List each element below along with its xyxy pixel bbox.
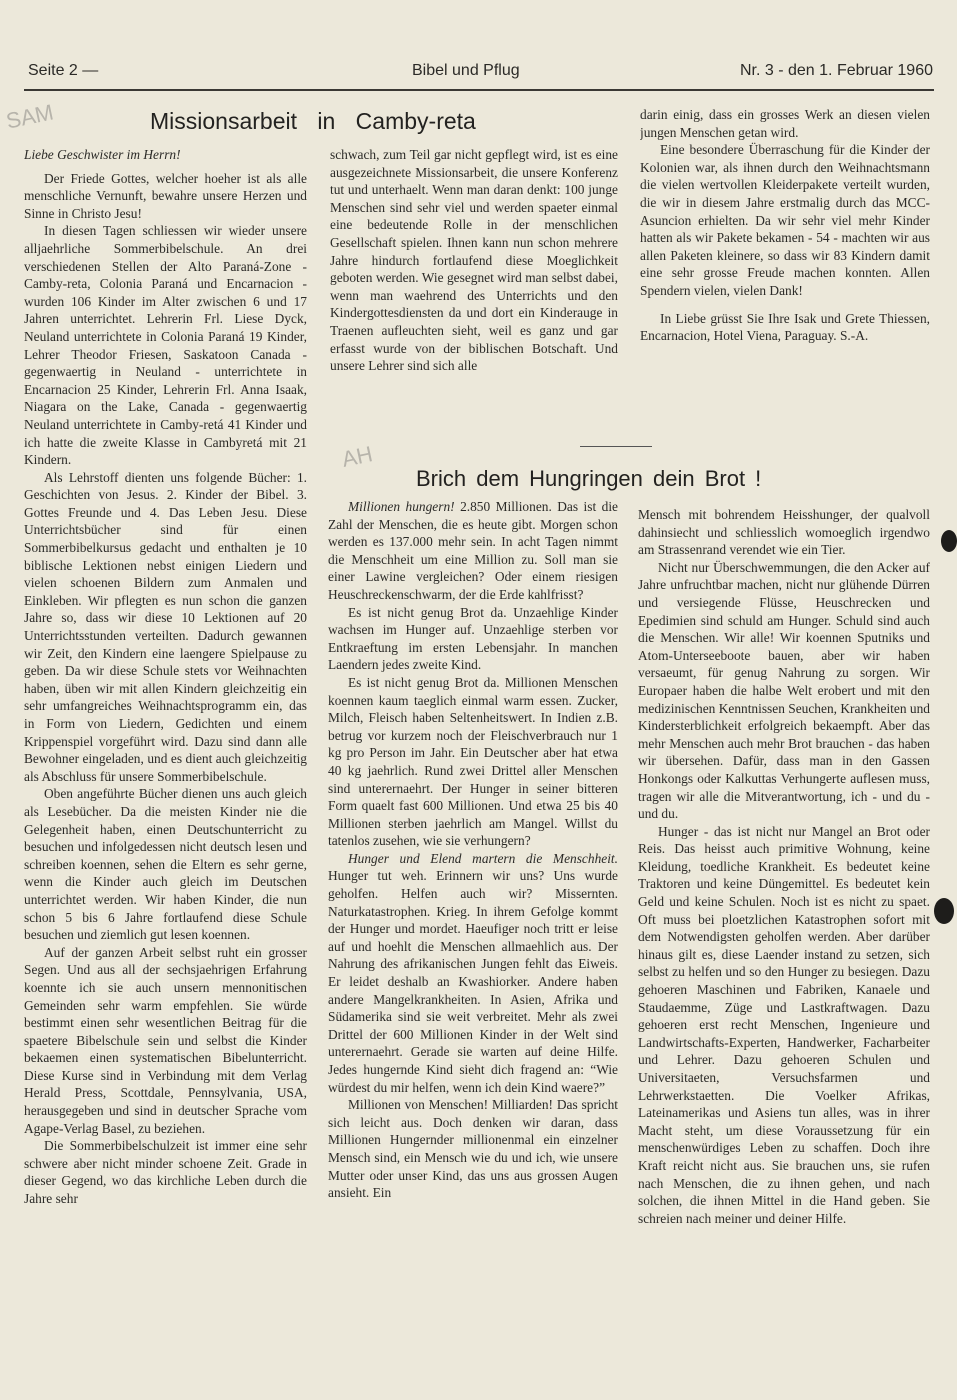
paragraph: Als Lehrstoff dienten uns folgende Bücher: 1. Geschichten von Jesus. 2. Kinder der Bibel. 3. Gottes Freunde und 4. Das Leben Jesu. Diese Unterrichtsbücher sind für einen Sommerbibelkursus gedacht und enthalten je 10 biblische Lektionen nebst einigen Liedern und vielen schoenen Bildern zum Anmalen und Einkleben. Wir pflegten es nun schon die ganzen Jahre so, dass wir diese 10 Lektionen auf 20 Unterrichtsstunden verteilten. Dadurch gewannen wir Zeit, den Kindern eine laengere Spielpause zu geben. Da wir diese Schule stets vor Weihnachten haben, üben wir mit allen Kindern gleichzeitig ein sehr umfangreiches Weihnachtsprogramm ein, das in Form von Liedern, Gedichten und einem Krippenspiel vorgeführt wird. Dazu sind dann alle Bewohner eingeladen, und es dient auch gleichzeitig als Abschluss für unsere Sommerbibelschule. — [24, 469, 307, 784]
binder-hole — [941, 530, 957, 552]
article1-column-3 — [640, 106, 930, 436]
paragraph: Eine besondere Überraschung für die Kinder der Kolonien war, als ihnen durch den Weihnachtsmann die vielen wertvollen Kleiderpakete verteilt wurden, die wir in diesem Jahre erstmalig durch das MCC-Asuncion erhielten. Da wir sehr viel mehr Kinder hatten als wir Pakete bekamen - 54 - machten wir aus allen Paketen kleinere, so dass wir 83 Kindern damit eine sehr grosse Freude machen konnten. Allen Spendern vielen, vielen Dank! — [640, 142, 930, 298]
article1-column-2 — [330, 146, 618, 432]
paragraph — [328, 850, 618, 1096]
paragraph-rest: 2.850 Millionen. Das ist die Zahl der Menschen, die es heute gibt. Morgen schon werden es 137.000 mehr sein. In acht Tagen nimmt die Menschheit um eine Million zu. Soll man sie einer Lawine vergleichen? Oder einem riesigen Heuschreckenschwarm, der die Erde kahlfrisst? — [328, 499, 618, 602]
paragraph: darin einig, dass ein grosses Werk an diesen vielen jungen Menschen getan wird. — [640, 107, 930, 140]
paragraph-rest: Hunger tut weh. Erinnern wir uns? Uns wurde geholfen. Helfen auch wir? Missernten. Naturkatastrophen. Krieg. In ihrem Gefolge kommt der Hunger und mordet. Haeufiger noch tritt er leise auf und hoehlt die Menschen allmaehlich aus. Der Nahrung des afrikanischen Jungen fehlt das Eiweis. Er leidet deshalb an Kwashiorker. Andere haben andere Mangelkrankheiten. In Asien, Afrika und Südamerika sind sie weit verbreitet. Mehr als zwei Drittel der 600 Millionen Kinder in der Welt sind unterernaehrt. Gerade sie warten auf deine Hilfe. Jedes hungernde Kind sieht dich fragend an: “Wie würdest du mir helfen, wenn ich dein Kind waere?” — [328, 868, 618, 1095]
article-divider — [580, 446, 652, 447]
paragraph: Nicht nur Überschwemmungen, die den Acker auf Jahre unfruchtbar machen, nicht nur glühende Dürren und versiegende Flüsse, Heuschrecken und Epedimien sind schuld am Hunger. Schuld sind auch die Menschen. Wir alle! Wir koennen Sputniks und Atom-Unterseeboote bauen, aber wir haben versaeumt, für genug Nahrung zu sorgen. Wir Europaer haben die halbe Welt erobert und mit den medizinischen Kenntnissen Seuchen, Krankheiten und Kindersterblichkeit erfolgreich bekaempft. Aber das mehr Menschen auch mehr Brot brauchen - das haben wir übersehen. Dafür, dass man in den Gassen Honkongs oder Kalkuttas Verhungerte auflesen muss, tragen wir alle die Mitverantwortung, ich - und du - und du. — [638, 559, 930, 822]
paragraph: Auf der ganzen Arbeit selbst ruht ein grosser Segen. Und aus all der sechsjaehrigen Erfahrung koennte ich sie auch unsern mennonitischen Gemeinden sehr warm empfehlen. Sie würde bestimmt einen sehr wesentlichen Beitrag für die spaetere Bibelschule sein und selbst die Kinder bekaemen einen systematischen Bibelunterricht. Diese Kurse sind in Verbindung mit dem Verlag Herald Press, Scottdale, Pennsylvania, USA, herausgegeben und sind in deutscher Sprache vom Agape-Verlag Basel, zu beziehen. — [24, 944, 307, 1136]
paragraph: In diesen Tagen schliessen wir wieder unsere alljaehrliche Sommerbibelschule. An drei verschiedenen Stellen der Alto Paraná-Zone - Camby-reta, Colonia Paraná und Encarnacion - wurden 106 Kinder im Alter zwischen 6 und 17 Jahren unterrichtet. Lehrerin Frl. Liese Dyck, Neuland unterrichtete in Colonia Paraná 19 Kinder, Lehrer Theodor Friesen, Saskatoon Canada - gegenwaertig in Neuland - unterrichtete in Encarnacion 25 Kinder, Lehrerin Frl. Anna Isaak, Niagara on the Lake, Canada - gegenwaertig Neuland unterrichtete in Camby-retá 41 Kinder und ich hatte die zweite Klasse in Cambyretá mit 21 Kindern. — [24, 223, 307, 468]
paragraph: Der Friede Gottes, welcher hoeher ist als alle menschliche Vernunft, bewahre unsere Herzen und Sinne in Christo Jesu! — [24, 170, 307, 221]
article2-column-2 — [328, 498, 618, 1396]
page-header — [28, 58, 933, 86]
lead-italic: Hunger und Elend martern die Menschheit. — [348, 850, 618, 866]
article2-column-3 — [638, 506, 930, 1396]
page-number: Seite 2 — — [28, 62, 99, 79]
pencil-mark-top-left: SAM — [3, 99, 56, 134]
paragraph: schwach, zum Teil gar nicht gepflegt wird, ist es eine ausgezeichnete Missionsarbeit, die unsere Konferenz tut und unterhaelt. Wenn man daran denkt: 100 junge Menschen sind sehr viel und werden spaeter einmal eine bedeutende Rolle in der menschlichen Gesellschaft spielen. Ihnen kann nun schon mehrere Jahre hindurch fortlaufend diese Moeglichkeit geboten werden. Wie gesegnet wird man selbst dabei, wenn man waehrend des Unterrichts und den Kindergottesdiensten da und dort ein Kinderauge in Traenen aufleuchten sieht, weil es ganz und gar erfasst wurde von der biblischen Botschaft. Und unsere Lehrer sind sich alle — [330, 147, 618, 374]
paragraph: Es ist nicht genug Brot da. Unzaehlige Kinder wachsen im Hunger auf. Unzaehlige sterben vor Entkraeftung im ersten Lebensjahr. In manchen Laendern jedes zweite Kind. — [328, 604, 618, 673]
paragraph: Es ist nicht genug Brot da. Millionen Menschen koennen kaum taeglich einmal warm essen. Zucker, Milch, Fleisch haben Seltenheitswert. In Indien z.B. betrug vor kurzem noch der Fleischverbrauch nur 1 kg pro Person im Jahr. Ein Deutscher aber hat etwa 40 kg jaehrlich. Rund zwei Drittel aller Menschen sind unterernaehrt. Der Hunger in seiner bitteren Form quaelt fast 600 Millionen. Und etwa 25 bis 40 Millionen sterben jaehrlich am Mangel. Willst du tatenlos zusehen, wie sie verhungern? — [328, 674, 618, 849]
paragraph: Millionen von Menschen! Milliarden! Das spricht sich leicht aus. Doch denken wir daran, dass Millionen Hungernder millionenmal ein einzelner Mensch sind, ein Mensch wie du und ich, wie unsere Mutter oder unser Kind, das uns aus grossen Augen ansieht. Ein — [328, 1097, 618, 1201]
newspaper-name: Bibel und Pflug — [412, 62, 520, 79]
signature: In Liebe grüsst Sie Ihre Isak und Grete Thiessen, Encarnacion, Hotel Viena, Paraguay. S.-A. — [640, 310, 930, 344]
paragraph — [328, 498, 618, 604]
issue-date: Nr. 3 - den 1. Februar 1960 — [740, 62, 933, 79]
article1-title: Missionsarbeit in Camby-reta — [150, 108, 476, 134]
article2-title: Brich dem Hungringen dein Brot ! — [416, 466, 762, 491]
paragraph: Die Sommerbibelschulzeit ist immer eine sehr schwere aber nicht minder schoene Zeit. Grade in dieser Gegend, wo das kirchliche Leben durch die Jahre sehr — [24, 1138, 307, 1207]
article1-column-1 — [24, 146, 307, 1392]
paragraph: Mensch mit bohrendem Heisshunger, der qualvoll dahinsiecht und schliesslich womoeglich irgendwo am Strassenrand verendet wie ein Tier. — [638, 507, 930, 558]
paragraph: Hunger - das ist nicht nur Mangel an Brot oder Reis. Das heisst auch primitive Wohnung, keine Kleidung, toedliche Krankheit. Es bedeutet keine Traktoren und keine Düngemittel. Es bedeutet kein Geld und keine Schulen. Noch ist es nicht zu spaet. Oft muss bei ploetzlichen Katastrophen sofort mit dem Notwendigsten geholfen werden. Aber darüber hinaus gilt es, diese Laender instand zu setzen, sich selbst zu helfen und so den Hunger zu besiegen. Dazu gehoeren Maschinen und Fabriken, Kanaele und Staudaemme, Züge und Lastkraftwagen. Dazu gehoeren erst recht Menschen, Ingenieure und Landwirtschafts-Experten, Handwerker, Facharbeiter und Lehrer. Dazu gehoeren Schulen und Universitaeten, Versuchsfarmen und Lehrwerkstaetten. Die Voelker Afrikas, Lateinamerikas und Asiens tun alles, was in ihrer Macht steht, um diese Voraussetzung für ein menschenwürdiges Leben zu schaffen. Doch ihre Kraft reicht nicht aus. Sie brauchen uns, sie rufen nach Menschen, die zu ihnen gehen, und nach solchen, die ihnen Mittel in die Hand geben. Sie schreien nach meiner und deiner Hilfe. — [638, 823, 930, 1226]
lead-italic: Millionen hungern! — [348, 499, 455, 514]
header-rule — [24, 89, 934, 91]
paragraph: Oben angeführte Bücher dienen uns auch gleich als Lesebücher. Da die meisten Kinder nie die Gelegenheit haben, einen Deutschunterricht zu besuchen und infolgedessen nicht deutsch lesen und schreiben koennen, sehen die Eltern es sehr gerne, wenn die Kinder auch gleich im Deutschen unterrichtet werden. Wir haben Kinder, die nun schon 5 bis 6 Jahre fortlaufend diese Schule besuchen und ziemlich gut lesen koennen. — [24, 786, 307, 943]
binder-hole — [934, 898, 954, 924]
pencil-mark-middle: AH — [339, 441, 375, 472]
salutation: Liebe Geschwister im Herrn! — [24, 147, 181, 162]
